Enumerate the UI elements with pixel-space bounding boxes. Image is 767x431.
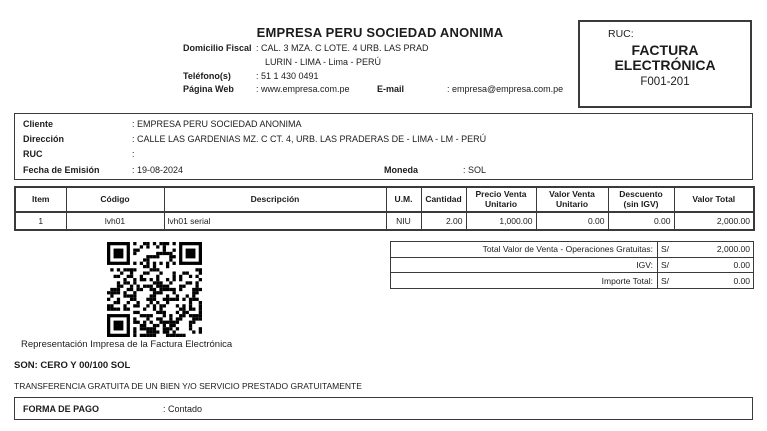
issue-date-label: Fecha de Emisión — [23, 164, 100, 175]
website-value: : www.empresa.com.pe — [256, 84, 350, 95]
totals-row-gratuitas — [391, 242, 754, 258]
fiscal-address-value2: LURIN - LIMA - Lima - PERÚ — [265, 56, 382, 67]
company-info-row — [183, 70, 573, 84]
company-info-block — [183, 42, 573, 97]
totals-row-importe-total — [391, 273, 754, 289]
document-number: F001-201 — [640, 76, 690, 88]
client-ruc-value: : — [132, 149, 135, 160]
fiscal-address-value: : CAL. 3 MZA. C LOTE. 4 URB. LAS PRAD — [256, 43, 429, 53]
cell-item: 1 — [15, 212, 66, 230]
items-header-row — [15, 187, 754, 212]
totals-label: Importe Total: — [391, 273, 658, 289]
client-ruc-label: RUC — [23, 149, 43, 160]
client-label: Cliente — [23, 118, 54, 129]
col-header-descuento: Descuento (sin IGV) — [608, 187, 674, 212]
table-row — [15, 212, 754, 230]
currency-symbol: S/ — [661, 260, 670, 271]
cell-descuento: 0.00 — [608, 212, 674, 230]
client-value: : EMPRESA PERU SOCIEDAD ANONIMA — [132, 118, 302, 129]
col-header-codigo: Código — [66, 187, 164, 212]
fiscal-address-label: Domicilio Fiscal — [183, 43, 252, 53]
qr-code — [107, 242, 202, 337]
ruc-label: RUC: — [608, 28, 634, 40]
fiscal-address-label2 — [183, 56, 256, 70]
totals-amount: 0.00 — [733, 260, 750, 271]
qr-caption: Representación Impresa de la Factura Electrónica — [21, 339, 233, 350]
issue-date-value: : 19-08-2024 — [132, 164, 184, 175]
cell-valor-total: 2,000.00 — [674, 212, 754, 230]
phone-value: : 51 1 430 0491 — [256, 70, 319, 81]
company-info-row — [183, 83, 573, 97]
cell-cantidad: 2.00 — [421, 212, 466, 230]
col-header-valor-total: Valor Total — [674, 187, 754, 212]
cell-codigo: lvh01 — [66, 212, 164, 230]
totals-amount: 0.00 — [733, 275, 750, 286]
totals-label: Total Valor de Venta - Operaciones Gratuitas: — [391, 242, 658, 258]
col-header-descripcion: Descripción — [164, 187, 386, 212]
currency-value: : SOL — [463, 164, 487, 175]
currency-label: Moneda — [384, 164, 419, 175]
amount-in-words: SON: CERO Y 00/100 SOL — [14, 360, 131, 371]
client-row — [23, 117, 752, 132]
currency-symbol: S/ — [661, 244, 670, 255]
client-row — [23, 132, 752, 147]
address-value: : CALLE LAS GARDENIAS MZ. C CT. 4, URB. LAS PRADERAS DE - LIMA - LM - PERÚ — [132, 133, 487, 144]
items-table — [14, 186, 755, 231]
company-info-row — [183, 42, 573, 56]
cell-um: NIU — [386, 212, 421, 230]
payment-method-box — [14, 397, 753, 420]
col-header-precio-venta: Precio Venta Unitario — [466, 187, 536, 212]
totals-row-igv — [391, 257, 754, 273]
email-value: : empresa@empresa.com.pe — [447, 84, 564, 95]
payment-method-value: : Contado — [163, 403, 203, 414]
phone-label: Teléfono(s) — [183, 70, 231, 81]
transfer-note: TRANSFERENCIA GRATUITA DE UN BIEN Y/O SERVICIO PRESTADO GRATUITAMENTE — [14, 381, 362, 391]
company-info-row — [183, 56, 573, 70]
col-header-cantidad: Cantidad — [421, 187, 466, 212]
website-label: Página Web — [183, 84, 234, 95]
client-row — [23, 163, 752, 178]
currency-symbol: S/ — [661, 275, 670, 286]
totals-label: IGV: — [391, 257, 658, 273]
col-header-item: Item — [15, 187, 66, 212]
document-type-line2: ELECTRÓNICA — [614, 56, 716, 73]
address-label: Dirección — [23, 133, 65, 144]
client-row — [23, 147, 752, 162]
col-header-valor-venta: Valor Venta Unitario — [536, 187, 608, 212]
company-name: EMPRESA PERU SOCIEDAD ANONIMA — [256, 25, 504, 40]
col-header-um: U.M. — [386, 187, 421, 212]
cell-valor-venta: 0.00 — [536, 212, 608, 230]
document-type-line1: FACTURA — [631, 42, 699, 58]
document-id-box — [578, 20, 752, 108]
document-type — [580, 43, 750, 72]
payment-method-label: FORMA DE PAGO — [23, 403, 99, 414]
totals-amount: 2,000.00 — [716, 244, 750, 255]
cell-descripcion: lvh01 serial — [164, 212, 386, 230]
totals-table — [390, 241, 754, 289]
email-label: E-mail — [377, 84, 405, 95]
client-info-box — [14, 113, 753, 180]
cell-precio-venta: 1,000.00 — [466, 212, 536, 230]
